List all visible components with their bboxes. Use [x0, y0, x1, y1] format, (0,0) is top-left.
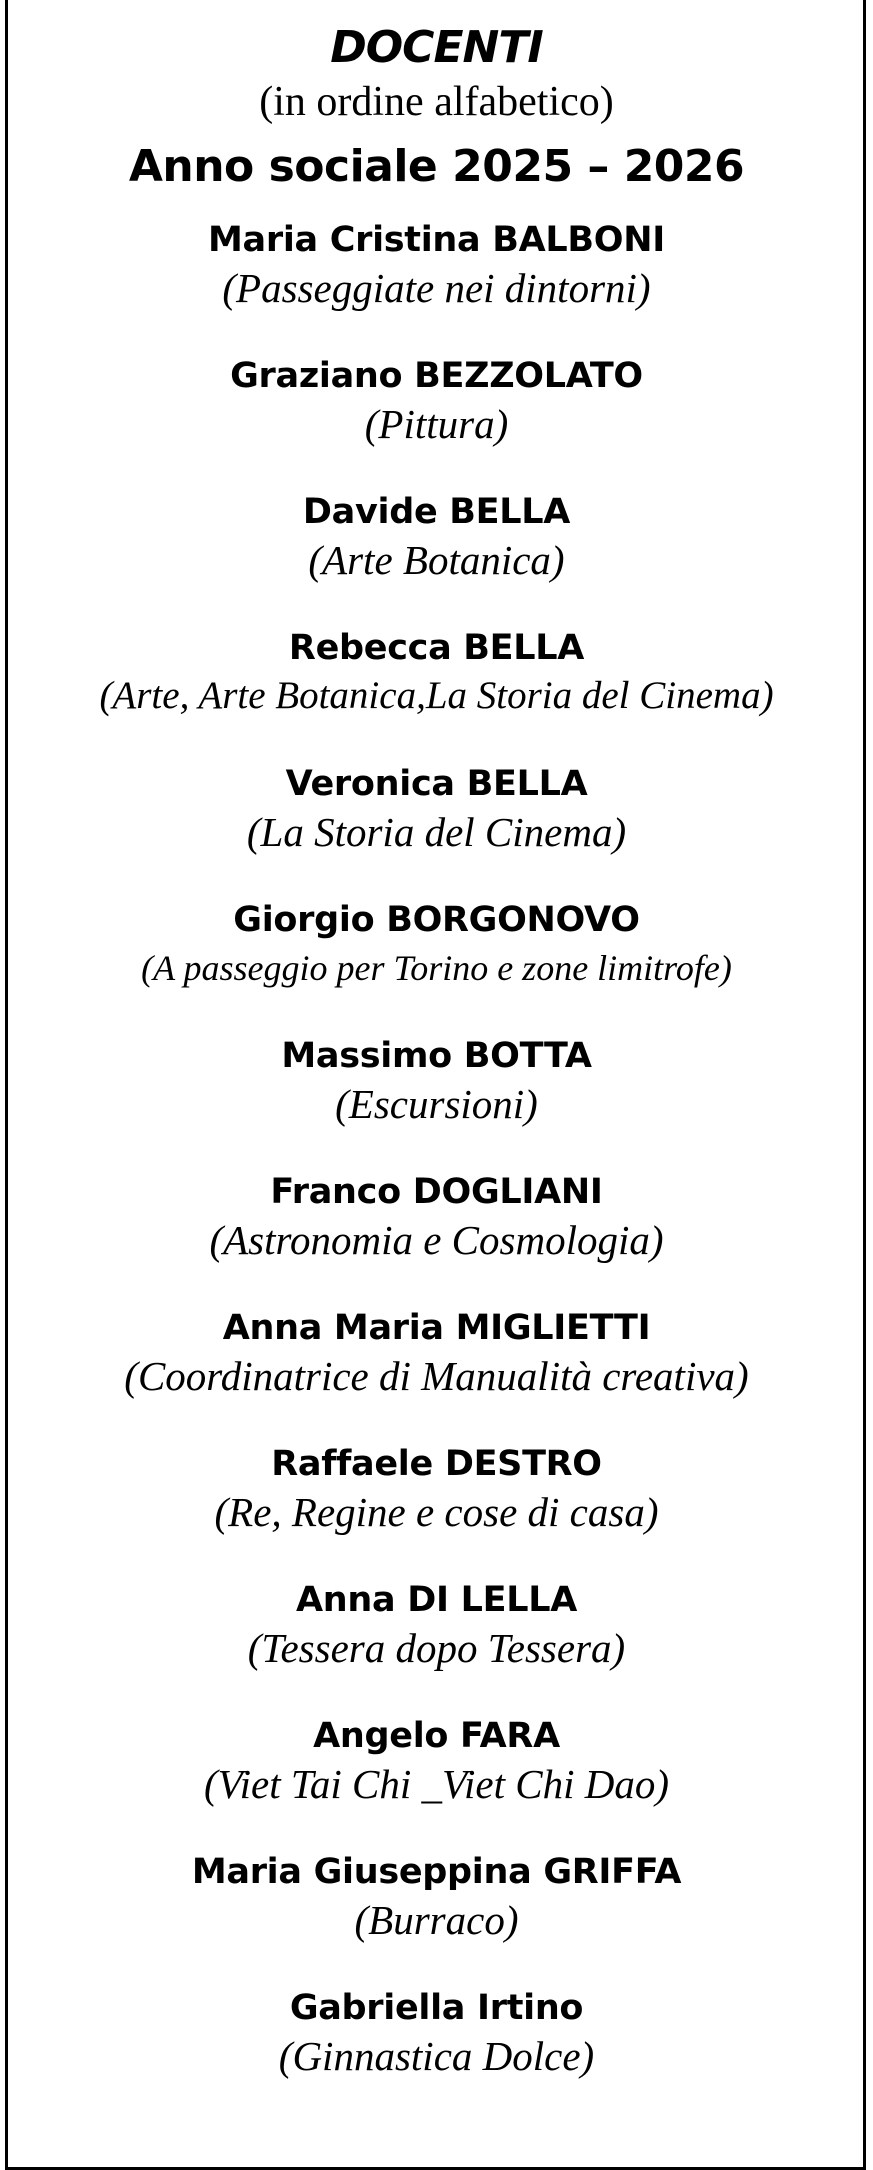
- teacher-entry: [0, 488, 873, 624]
- teacher-course: (La Storia del Cinema): [246, 809, 627, 855]
- teacher-entry: [0, 216, 873, 352]
- teacher-course: (A passeggio per Torino e zone limitrofe): [141, 948, 732, 988]
- teacher-course: (Escursioni): [335, 1081, 538, 1127]
- teacher-course: (Ginnastica Dolce): [278, 2033, 595, 2079]
- teacher-entry: [0, 624, 873, 760]
- teacher-name: Massimo BOTTA: [281, 1036, 592, 1076]
- teacher-course: (Re, Regine e cose di casa): [214, 1489, 659, 1535]
- teacher-name: Maria Giuseppina GRIFFA: [191, 1852, 682, 1892]
- teacher-list: [0, 216, 873, 2120]
- teacher-name: Anna DI LELLA: [296, 1580, 577, 1620]
- teacher-entry: [0, 1304, 873, 1440]
- teacher-name: Veronica BELLA: [285, 764, 588, 804]
- teacher-name: Angelo FARA: [313, 1716, 560, 1756]
- teacher-entry: [0, 1712, 873, 1848]
- teacher-name: Maria Cristina BALBONI: [208, 220, 665, 260]
- teacher-name: Franco DOGLIANI: [270, 1172, 603, 1212]
- teacher-course: (Pittura): [364, 401, 509, 447]
- teacher-entry: [0, 760, 873, 896]
- academic-year: Anno sociale 2025 – 2026: [128, 141, 745, 192]
- teacher-course: (Arte, Arte Botanica,La Storia del Cinema): [99, 674, 774, 717]
- teacher-entry: [0, 1984, 873, 2120]
- teacher-course: (Coordinatrice di Manualità creativa): [124, 1353, 749, 1399]
- teacher-entry: [0, 1440, 873, 1576]
- teacher-course: (Arte Botanica): [308, 537, 565, 583]
- teacher-course: (Astronomia e Cosmologia): [209, 1217, 664, 1263]
- teacher-name: Giorgio BORGONOVO: [233, 900, 640, 940]
- teacher-entry: [0, 1168, 873, 1304]
- teacher-entry: [0, 896, 873, 1032]
- teacher-course: (Burraco): [354, 1897, 519, 1943]
- page-title: DOCENTI: [330, 22, 543, 73]
- teacher-name: Graziano BEZZOLATO: [230, 356, 643, 396]
- teacher-entry: [0, 1848, 873, 1984]
- teacher-entry: [0, 1576, 873, 1712]
- teacher-course: (Passeggiate nei dintorni): [222, 265, 651, 311]
- page-subtitle: (in ordine alfabetico): [259, 79, 614, 125]
- teacher-name: Raffaele DESTRO: [271, 1444, 602, 1484]
- teacher-name: Gabriella Irtino: [289, 1988, 584, 2028]
- teacher-entry: [0, 1032, 873, 1168]
- teacher-name: Rebecca BELLA: [288, 628, 585, 668]
- teacher-entry: [0, 352, 873, 488]
- teacher-course: (Tessera dopo Tessera): [247, 1625, 626, 1671]
- teacher-name: Anna Maria MIGLIETTI: [222, 1308, 651, 1348]
- teacher-name: Davide BELLA: [302, 492, 571, 532]
- teacher-course: (Viet Tai Chi _Viet Chi Dao): [203, 1761, 670, 1807]
